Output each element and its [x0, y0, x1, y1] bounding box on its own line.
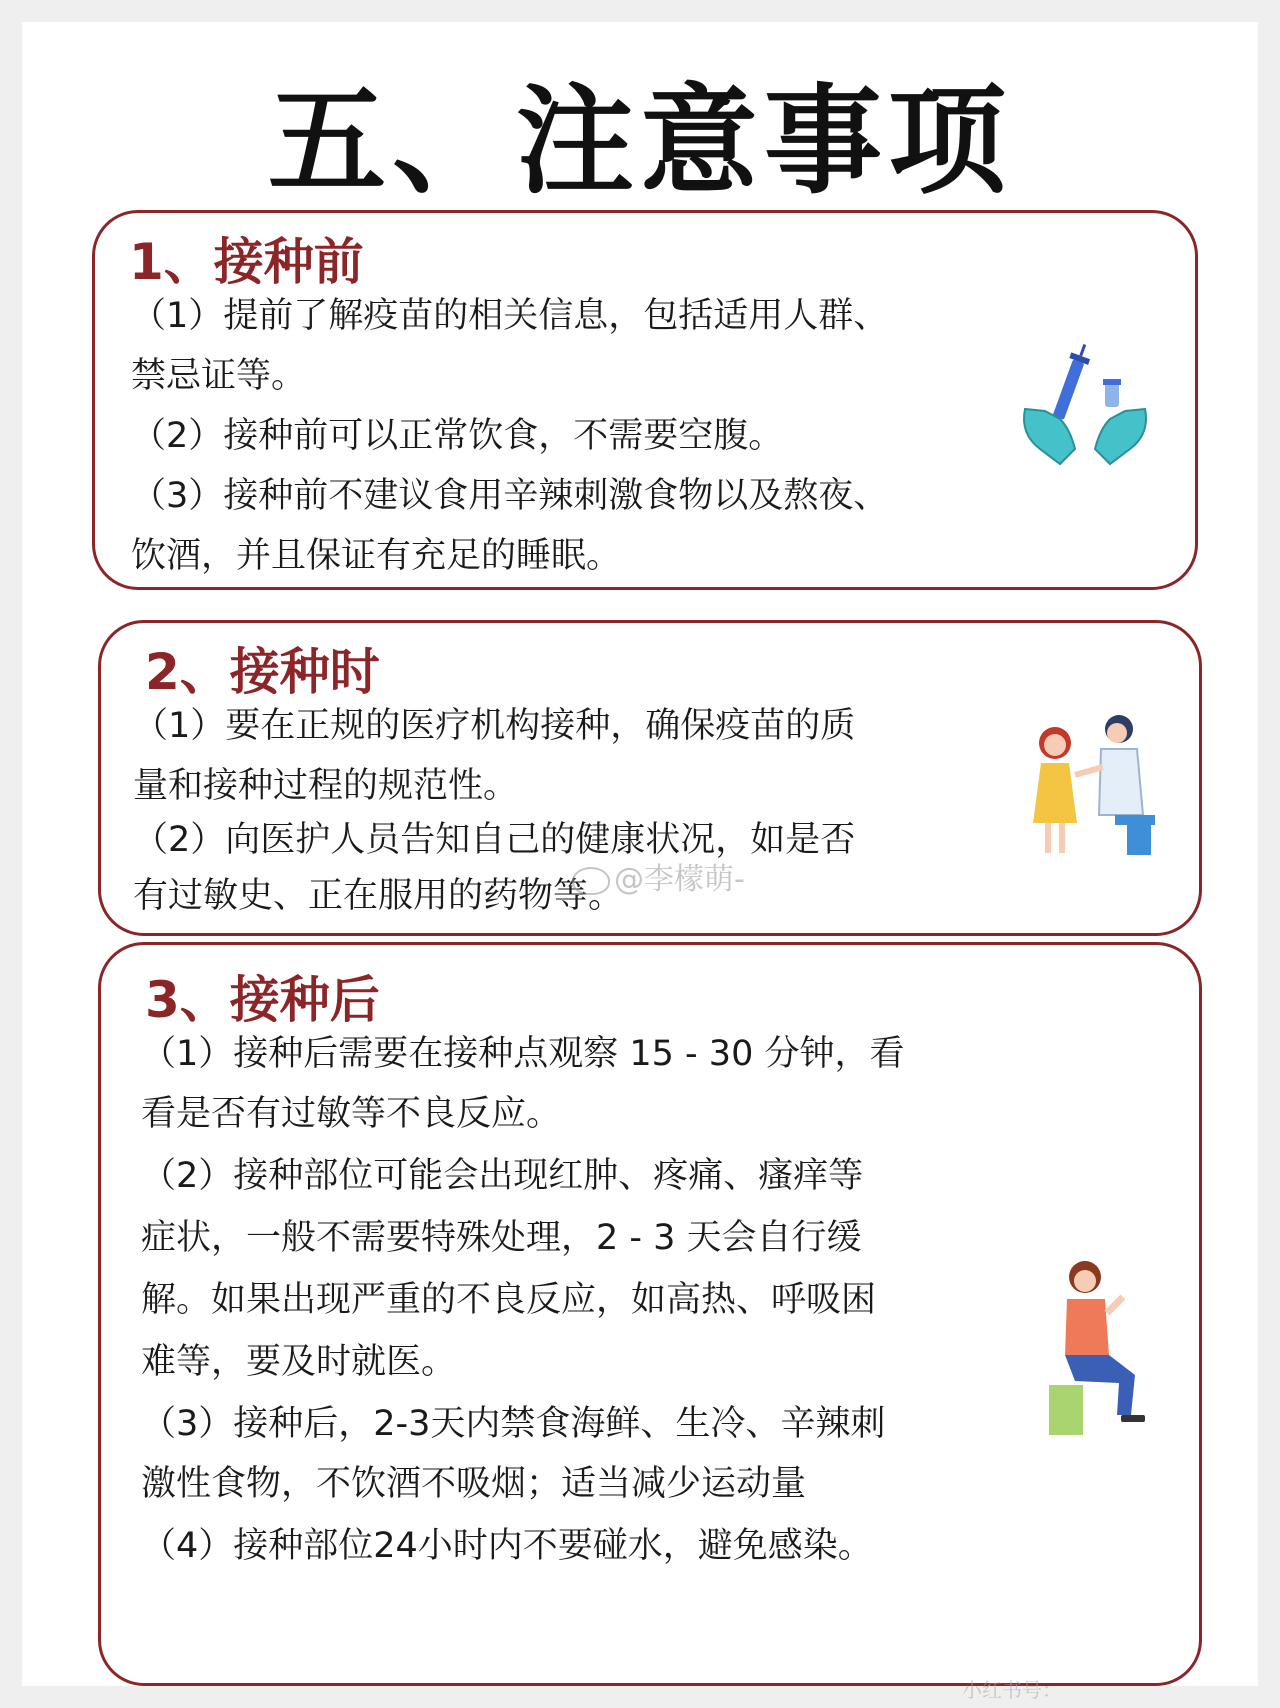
list-item: 饮酒，并且保证有充足的睡眠。: [131, 536, 622, 576]
list-item: 禁忌证等。: [131, 356, 307, 396]
list-item: 有过敏史、正在服用的药物等。: [133, 876, 624, 916]
list-item: 看是否有过敏等不良反应。: [141, 1094, 562, 1134]
watermark-text: @李檬萌-: [614, 862, 745, 897]
list-item: （2）接种前可以正常饮食，不需要空腹。: [131, 416, 784, 456]
woman-arm-illustration: [1045, 1255, 1155, 1445]
section-before-vaccination: [92, 210, 1198, 590]
list-item: （2）向医护人员告知自己的健康状况，如是否: [133, 820, 856, 860]
list-item: （2）接种部位可能会出现红肿、疼痛、瘙痒等: [141, 1156, 864, 1196]
corner-mark: 小红书号：: [962, 1678, 1062, 1702]
section-heading: 1、接种前: [129, 233, 364, 291]
doctor-child-illustration: [1023, 703, 1163, 863]
list-item: 量和接种过程的规范性。: [133, 766, 519, 806]
list-item: （1）提前了解疫苗的相关信息，包括适用人群、: [131, 296, 889, 336]
page-title: 五、注意事项: [267, 72, 1012, 210]
section-heading: 3、接种后: [145, 971, 380, 1029]
list-item: （3）接种前不建议食用辛辣刺激食物以及熬夜、: [131, 476, 889, 516]
list-item: （4）接种部位24小时内不要碰水，避免感染。: [141, 1526, 873, 1566]
list-item: 症状，一般不需要特殊处理，2 - 3 天会自行缓: [141, 1218, 862, 1258]
list-item: （3）接种后，2-3天内禁食海鲜、生冷、辛辣刺: [141, 1404, 886, 1444]
list-item: 解。如果出现严重的不良反应，如高热、呼吸困: [141, 1280, 877, 1320]
list-item: 激性食物，不饮酒不吸烟；适当减少运动量: [141, 1464, 807, 1504]
list-item: （1）接种后需要在接种点观察 15 - 30 分钟，看: [141, 1034, 905, 1074]
syringe-gloves-illustration: [1015, 339, 1155, 469]
weibo-icon: [572, 867, 610, 895]
list-item: 难等，要及时就医。: [141, 1342, 457, 1382]
watermark: [572, 854, 745, 898]
section-heading: 2、接种时: [145, 643, 380, 701]
poster: [22, 22, 1258, 1702]
list-item: （1）要在正规的医疗机构接种，确保疫苗的质: [133, 706, 856, 746]
section-after-vaccination: [98, 942, 1202, 1686]
